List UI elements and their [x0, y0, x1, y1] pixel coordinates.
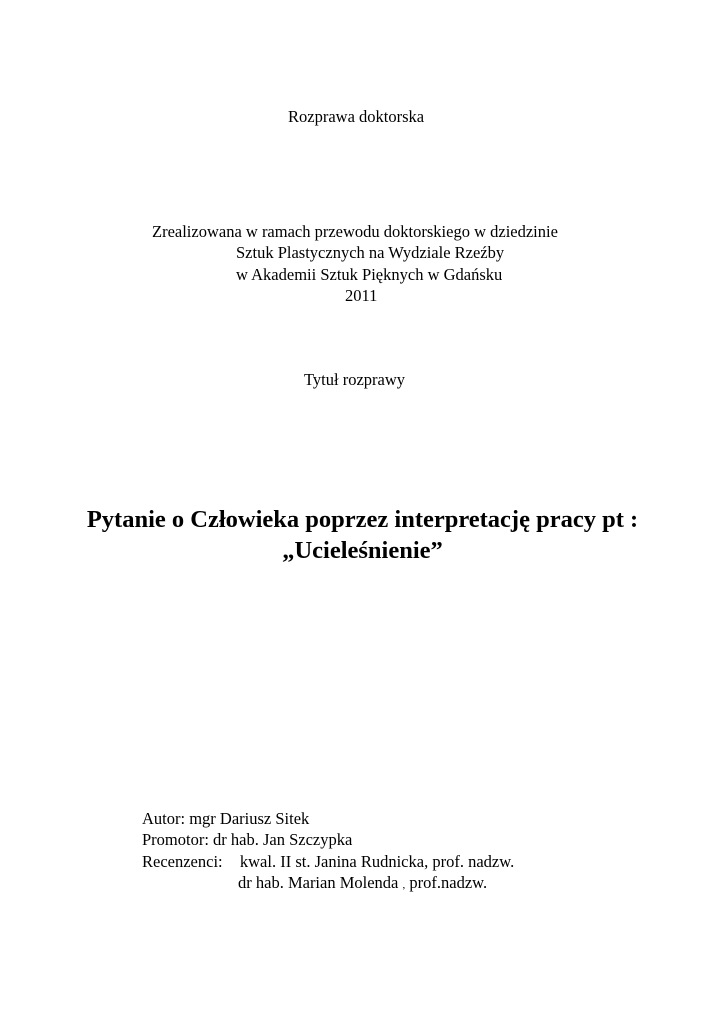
reviewers-line	[142, 852, 514, 872]
realization-line-3: w Akademii Sztuk Pięknych w Gdańsku	[236, 265, 503, 284]
document-heading: Rozprawa doktorska	[288, 107, 425, 126]
promoter-line: Promotor: dr hab. Jan Szczypka	[142, 830, 353, 849]
title-label: Tytuł rozprawy	[304, 370, 406, 389]
author-line: Autor: mgr Dariusz Sitek	[142, 809, 310, 828]
realization-line-2: Sztuk Plastycznych na Wydziale Rzeźby	[236, 243, 505, 262]
thesis-title-line-2: „Ucieleśnienie”	[282, 537, 443, 564]
realization-year: 2011	[345, 286, 378, 305]
reviewer-2-name: dr hab. Marian Molenda	[238, 873, 399, 892]
reviewer-2-separator: ,	[402, 879, 406, 891]
reviewer-1: kwal. II st. Janina Rudnicka, prof. nadzw.	[239, 852, 515, 871]
thesis-title-line-1: Pytanie o Człowieka poprzez interpretację pracy pt :	[86, 506, 639, 533]
reviewer-2-line	[238, 873, 487, 895]
reviewer-2-title: prof.nadzw.	[409, 873, 488, 892]
reviewers-label: Recenzenci:	[142, 852, 223, 871]
realization-line-1: Zrealizowana w ramach przewodu doktorskiego w dziedzinie	[152, 222, 558, 241]
